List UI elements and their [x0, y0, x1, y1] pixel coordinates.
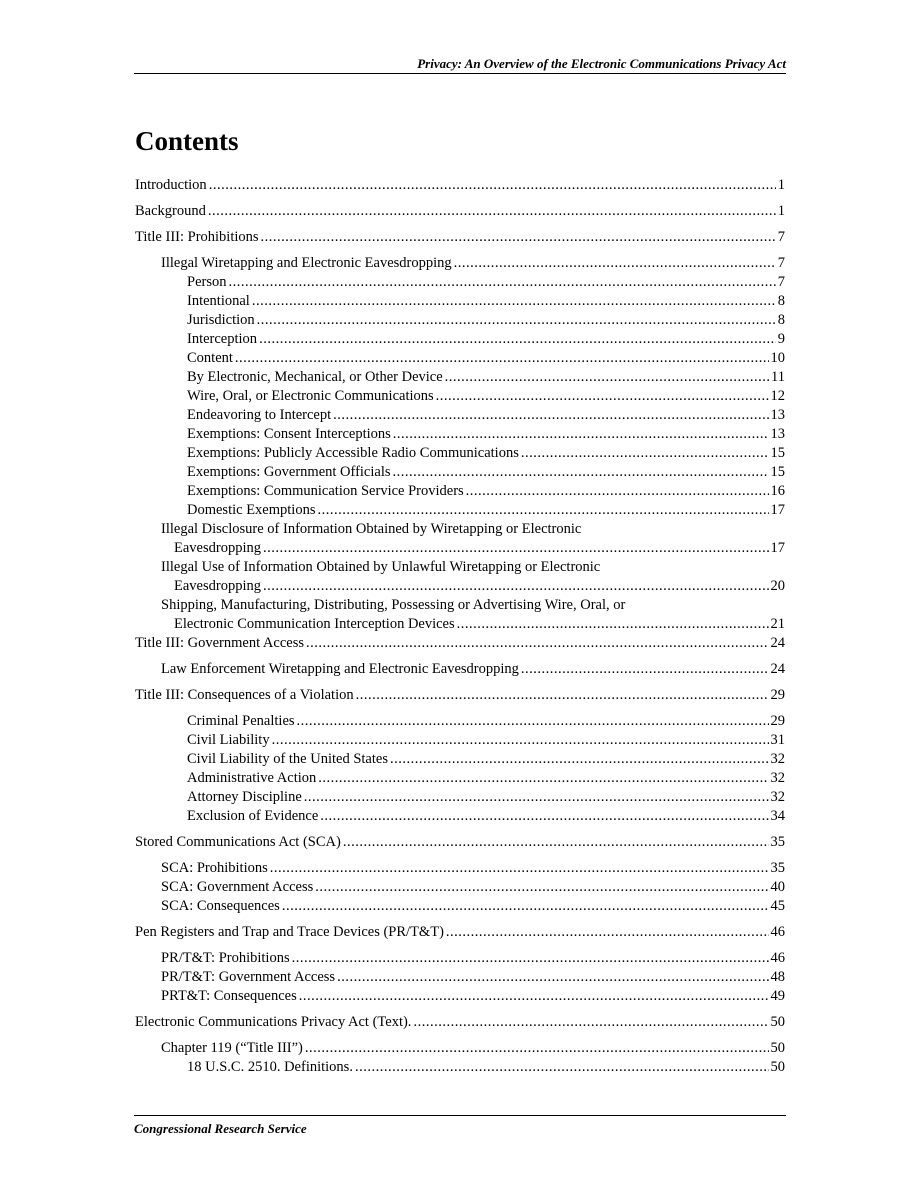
toc-entry[interactable]	[135, 769, 785, 788]
toc-entry-title: Exemptions: Consent Interceptions	[187, 426, 391, 442]
dot-leader	[317, 501, 768, 520]
toc-entry-title: PRT&T: Consequences	[161, 988, 297, 1004]
dot-leader	[466, 482, 769, 501]
toc-entry[interactable]	[135, 558, 785, 596]
toc-entry-title-line1: Shipping, Manufacturing, Distributing, Possessing or Advertising Wire, Oral, or	[161, 597, 626, 613]
dot-leader	[257, 311, 776, 330]
toc-page-number: 20	[770, 578, 785, 594]
toc-entry[interactable]	[135, 1013, 785, 1032]
toc-entry[interactable]	[135, 660, 785, 679]
toc-entry-title: Endeavoring to Intercept	[187, 407, 332, 423]
toc-entry[interactable]	[135, 387, 785, 406]
dot-leader	[297, 712, 769, 731]
dot-leader	[333, 406, 768, 425]
dot-leader	[208, 202, 776, 221]
toc-page-number: 1	[777, 177, 785, 193]
toc-entry-title: Introduction	[135, 177, 207, 193]
toc-page-number: 48	[770, 969, 785, 985]
dot-leader	[445, 368, 769, 387]
page-title: Contents	[135, 126, 239, 156]
toc-entry-title: SCA: Prohibitions	[161, 860, 268, 876]
toc-entry-title: Title III: Consequences of a Violation	[135, 687, 354, 703]
toc-entry-title: Attorney Discipline	[187, 789, 302, 805]
toc-page-number: 34	[770, 808, 785, 824]
toc-entry-title: Title III: Prohibitions	[135, 229, 259, 245]
dot-leader	[413, 1013, 768, 1032]
toc-entry-title: Exemptions: Communication Service Providers	[187, 483, 464, 499]
dot-leader	[292, 949, 769, 968]
toc-page-number: 50	[770, 1059, 785, 1075]
toc-entry[interactable]	[135, 750, 785, 769]
toc-entry[interactable]	[135, 463, 785, 482]
toc-entry-title-line2: Electronic Communication Interception Devices	[174, 616, 455, 632]
running-header-title: Privacy: An Overview of the Electronic Communications Privacy Act	[417, 56, 786, 71]
toc-entry-title: Person	[187, 274, 227, 290]
toc-entry[interactable]	[135, 897, 785, 916]
dot-leader	[299, 987, 769, 1006]
toc-entry[interactable]	[135, 349, 785, 368]
toc-page-number: 7	[777, 274, 785, 290]
dot-leader	[457, 615, 769, 634]
toc-entry-title: Criminal Penalties	[187, 713, 295, 729]
toc-entry-title: 18 U.S.C. 2510. Definitions.	[187, 1059, 353, 1075]
dot-leader	[304, 788, 769, 807]
toc-entry[interactable]	[135, 228, 785, 247]
footer-source: Congressional Research Service	[134, 1121, 307, 1136]
dot-leader	[454, 254, 776, 273]
dot-leader	[263, 577, 769, 596]
table-of-contents	[135, 176, 785, 1077]
toc-entry[interactable]	[135, 273, 785, 292]
toc-entry-title: Civil Liability of the United States	[187, 751, 388, 767]
toc-page-number: 32	[770, 770, 785, 786]
toc-entry[interactable]	[135, 712, 785, 731]
toc-entry[interactable]	[135, 596, 785, 634]
toc-page-number: 9	[777, 331, 785, 347]
toc-page-number: 29	[770, 713, 785, 729]
toc-entry[interactable]	[135, 788, 785, 807]
page-footer	[134, 1115, 786, 1136]
toc-page-number: 15	[770, 464, 785, 480]
toc-entry[interactable]	[135, 1039, 785, 1058]
toc-entry[interactable]	[135, 425, 785, 444]
dot-leader	[393, 425, 769, 444]
toc-entry[interactable]	[135, 482, 785, 501]
toc-page-number: 49	[770, 988, 785, 1004]
dot-leader	[209, 176, 776, 195]
toc-page-number: 8	[777, 312, 785, 328]
toc-entry-title: Exemptions: Government Officials	[187, 464, 391, 480]
toc-entry[interactable]	[135, 859, 785, 878]
toc-entry[interactable]	[135, 949, 785, 968]
toc-entry-title: Jurisdiction	[187, 312, 255, 328]
toc-page-number: 13	[770, 407, 785, 423]
toc-entry-title: By Electronic, Mechanical, or Other Device	[187, 369, 443, 385]
dot-leader	[446, 923, 769, 942]
toc-page-number: 7	[777, 229, 785, 245]
running-header	[134, 56, 786, 74]
dot-leader	[228, 273, 775, 292]
toc-entry-title: Domestic Exemptions	[187, 502, 316, 518]
toc-entry-title: PR/T&T: Prohibitions	[161, 950, 290, 966]
toc-entry-title: Exclusion of Evidence	[187, 808, 319, 824]
toc-entry-title: SCA: Government Access	[161, 879, 314, 895]
dot-leader	[306, 634, 768, 653]
toc-entry-title-line2: Eavesdropping	[174, 540, 261, 556]
toc-entry[interactable]	[135, 987, 785, 1006]
dot-leader	[337, 968, 768, 987]
dot-leader	[320, 807, 768, 826]
dot-leader	[356, 686, 769, 705]
dot-leader	[315, 878, 768, 897]
toc-entry[interactable]	[135, 968, 785, 987]
toc-entry[interactable]	[135, 406, 785, 425]
toc-page-number: 7	[777, 255, 785, 271]
dot-leader	[318, 769, 768, 788]
dot-leader	[252, 292, 776, 311]
toc-entry[interactable]	[135, 923, 785, 942]
toc-entry-title-line1: Illegal Disclosure of Information Obtained by Wiretapping or Electronic	[161, 521, 582, 537]
toc-entry[interactable]	[135, 807, 785, 826]
toc-entry[interactable]	[135, 1058, 785, 1077]
toc-page-number: 46	[770, 924, 785, 940]
toc-entry-title: Wire, Oral, or Electronic Communications	[187, 388, 434, 404]
toc-page-number: 24	[770, 661, 785, 677]
toc-page-number: 32	[770, 751, 785, 767]
toc-entry-title-line2: Eavesdropping	[174, 578, 261, 594]
toc-entry-title: Electronic Communications Privacy Act (Text).	[135, 1014, 412, 1030]
toc-page-number: 32	[770, 789, 785, 805]
toc-page-number: 11	[771, 369, 785, 385]
toc-entry-title: Title III: Government Access	[135, 635, 305, 651]
toc-page-number: 31	[770, 732, 785, 748]
toc-page-number: 10	[770, 350, 785, 366]
toc-entry[interactable]	[135, 330, 785, 349]
toc-page-number: 13	[770, 426, 785, 442]
dot-leader	[393, 463, 769, 482]
toc-page-number: 50	[770, 1040, 785, 1056]
toc-page-number: 1	[777, 203, 785, 219]
dot-leader	[436, 387, 769, 406]
toc-entry-title: PR/T&T: Government Access	[161, 969, 336, 985]
toc-page-number: 8	[777, 293, 785, 309]
toc-entry[interactable]	[135, 501, 785, 520]
dot-leader	[272, 731, 769, 750]
dot-leader	[282, 897, 769, 916]
toc-entry[interactable]	[135, 520, 785, 558]
dot-leader	[270, 859, 769, 878]
toc-page-number: 17	[770, 502, 785, 518]
toc-entry-title: Content	[187, 350, 233, 366]
dot-leader	[259, 330, 776, 349]
dot-leader	[235, 349, 769, 368]
toc-page-number: 45	[770, 898, 785, 914]
dot-leader	[343, 833, 769, 852]
toc-entry[interactable]	[135, 202, 785, 221]
toc-page-number: 16	[770, 483, 785, 499]
toc-entry-title: Chapter 119 (“Title III”)	[161, 1040, 303, 1056]
dot-leader	[355, 1058, 769, 1077]
toc-entry[interactable]	[135, 444, 785, 463]
dot-leader	[390, 750, 769, 769]
toc-entry-title: Pen Registers and Trap and Trace Devices (PR/T&T)	[135, 924, 444, 940]
toc-entry[interactable]	[135, 731, 785, 750]
toc-page-number: 35	[770, 860, 785, 876]
toc-entry[interactable]	[135, 292, 785, 311]
dot-leader	[261, 228, 776, 247]
toc-page-number: 46	[770, 950, 785, 966]
dot-leader	[305, 1039, 769, 1058]
toc-entry-title: Stored Communications Act (SCA)	[135, 834, 341, 850]
toc-entry[interactable]	[135, 634, 785, 653]
toc-page-number: 40	[770, 879, 785, 895]
toc-entry-title: Intentional	[187, 293, 250, 309]
toc-page-number: 12	[770, 388, 785, 404]
toc-page-number: 21	[770, 616, 785, 632]
toc-page-number: 24	[770, 635, 785, 651]
toc-entry-title: Interception	[187, 331, 258, 347]
toc-entry[interactable]	[135, 878, 785, 897]
toc-entry[interactable]	[135, 833, 785, 852]
toc-entry-title: SCA: Consequences	[161, 898, 280, 914]
toc-entry[interactable]	[135, 311, 785, 330]
toc-entry[interactable]	[135, 254, 785, 273]
toc-entry-title: Law Enforcement Wiretapping and Electronic Eavesdropping	[161, 661, 519, 677]
dot-leader	[521, 444, 769, 463]
toc-entry-title: Administrative Action	[187, 770, 317, 786]
toc-page-number: 29	[770, 687, 785, 703]
toc-page-number: 15	[770, 445, 785, 461]
toc-entry[interactable]	[135, 176, 785, 195]
toc-entry-title: Exemptions: Publicly Accessible Radio Communications	[187, 445, 519, 461]
toc-entry-title: Civil Liability	[187, 732, 270, 748]
toc-page-number: 17	[770, 540, 785, 556]
toc-entry-title: Background	[135, 203, 206, 219]
toc-page-number: 50	[770, 1014, 785, 1030]
toc-entry-title-line1: Illegal Use of Information Obtained by Unlawful Wiretapping or Electronic	[161, 559, 601, 575]
toc-entry[interactable]	[135, 686, 785, 705]
toc-entry-title: Illegal Wiretapping and Electronic Eavesdropping	[161, 255, 452, 271]
toc-page-number: 35	[770, 834, 785, 850]
dot-leader	[263, 539, 769, 558]
dot-leader	[521, 660, 769, 679]
toc-entry[interactable]	[135, 368, 785, 387]
